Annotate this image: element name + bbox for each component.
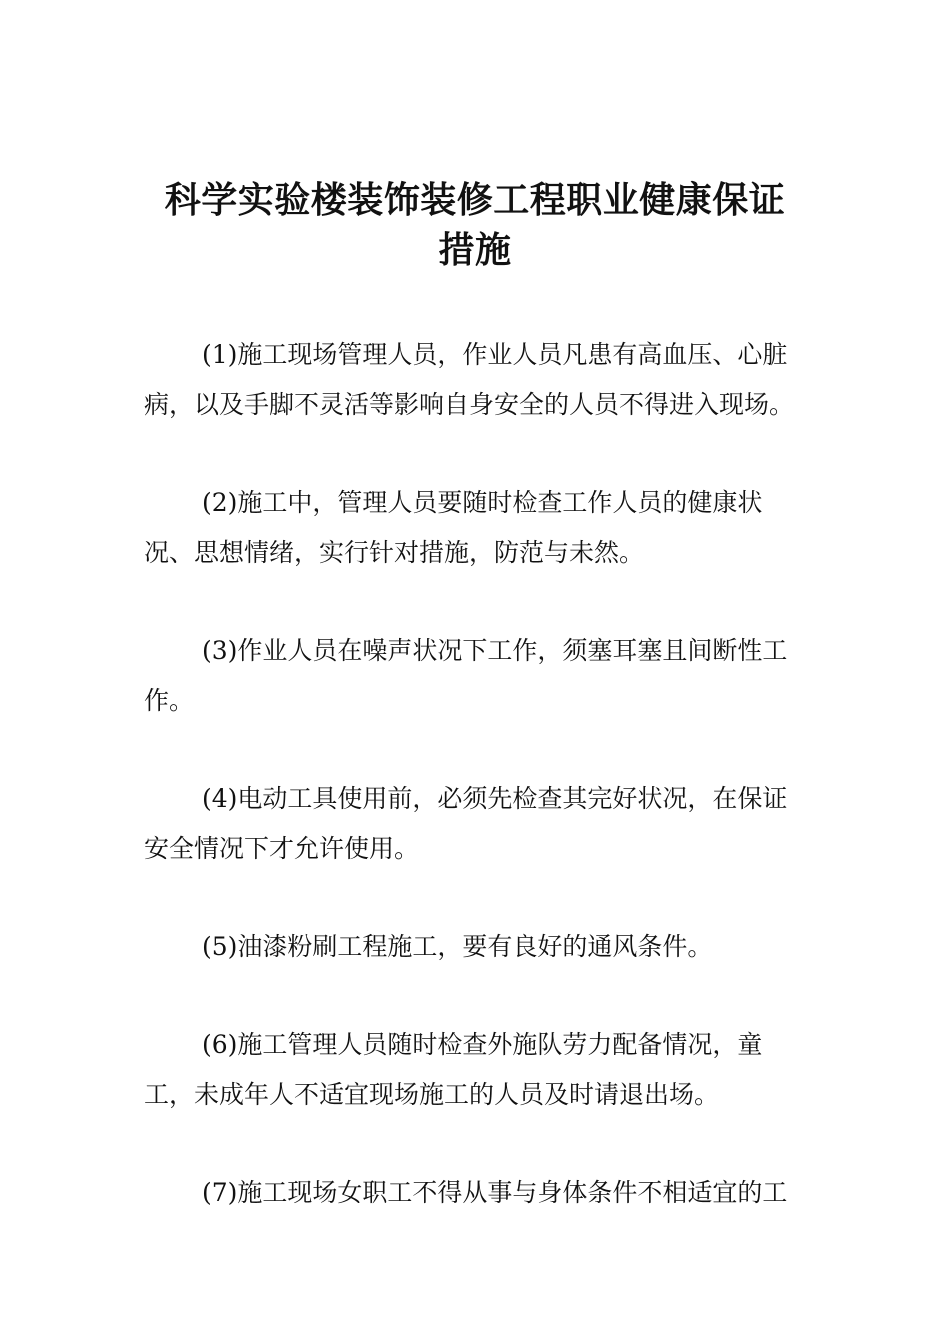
document-body xyxy=(144,330,808,1266)
paragraph-5: (5)油漆粉刷工程施工，要有良好的通风条件。 xyxy=(202,932,713,961)
paragraph-4: (4)电动工具使用前，必须先检查其完好状况，在保证安全情况下才允许使用。 xyxy=(144,784,788,863)
paragraph-6: (6)施工管理人员随时检查外施队劳力配备情况，童工，未成年人不适宜现场施工的人员及时请退出场。 xyxy=(144,1030,763,1109)
paragraph-3: (3)作业人员在噪声状况下工作，须塞耳塞且间断性工作。 xyxy=(144,636,788,715)
document-title: 科学实验楼装饰装修工程职业健康保证措施 xyxy=(164,180,786,271)
paragraph-1: (1)施工现场管理人员，作业人员凡患有高血压、心脏病，以及手脚不灵活等影响自身安全的人员不得进入现场。 xyxy=(144,340,795,419)
paragraph-2: (2)施工中，管理人员要随时检查工作人员的健康状况、思想情绪，实行针对措施，防范与未然。 xyxy=(144,488,763,567)
paragraph-7: (7)施工现场女职工不得从事与身体条件不相适宜的工 xyxy=(202,1178,788,1207)
